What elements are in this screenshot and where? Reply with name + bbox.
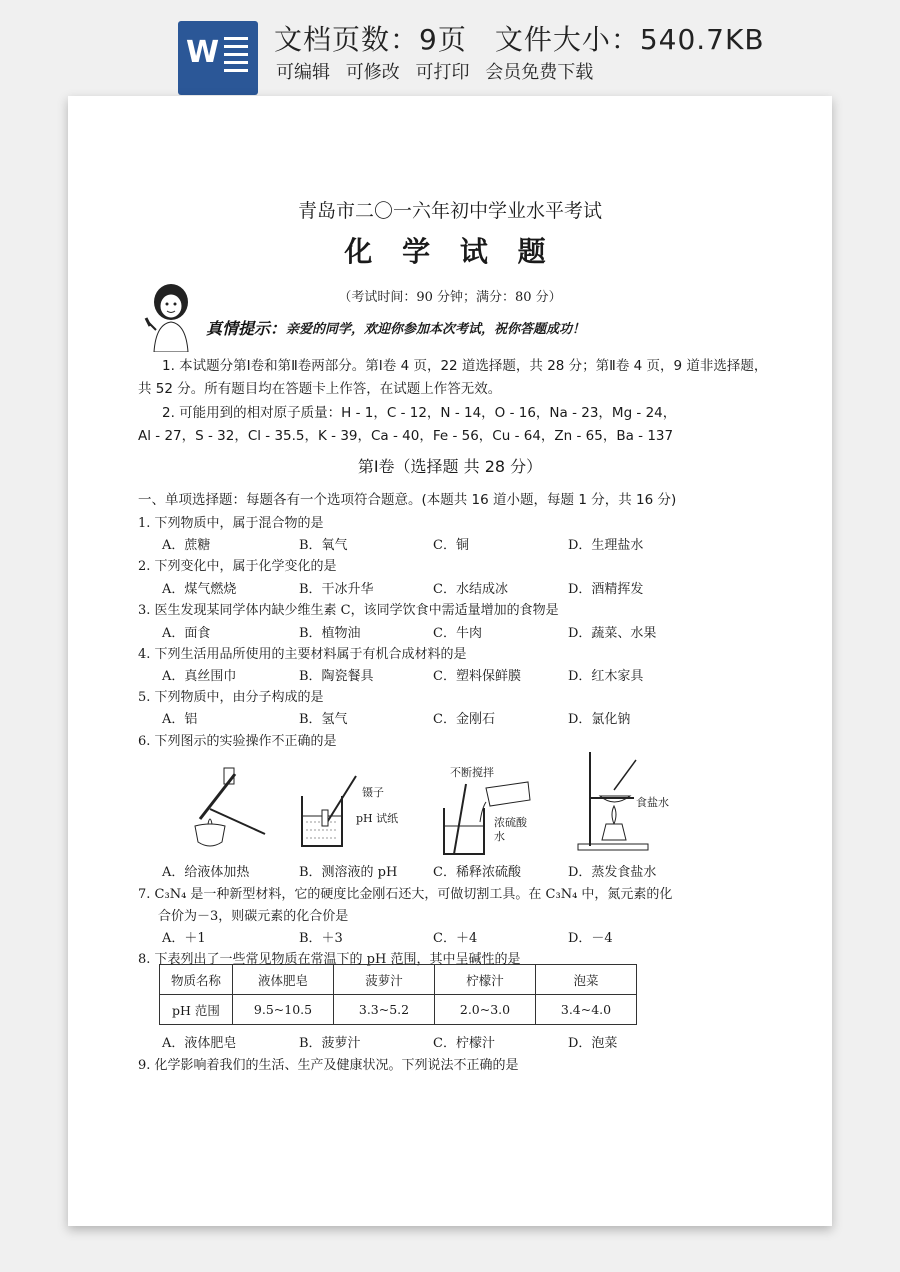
q1-option-a: A．蔗糖 — [162, 538, 211, 553]
table-row — [160, 995, 637, 1025]
q4-option-c: C．塑料保鲜膜 — [433, 669, 521, 684]
q5-option-a: A．铝 — [162, 712, 198, 727]
q3-option-d: D．蔬菜、水果 — [568, 626, 657, 641]
q2-option-d: D．酒精挥发 — [568, 582, 644, 597]
q8-option-a: A．液体肥皂 — [162, 1036, 237, 1051]
q5-option-c: C．金刚石 — [433, 712, 495, 727]
table-header-cell: 物质名称 — [160, 965, 233, 995]
download-banner — [0, 0, 900, 96]
q5-option-d: D．氯化钠 — [568, 712, 631, 727]
figure-heating-liquid — [180, 764, 280, 854]
feature-editable: 可编辑 — [276, 62, 330, 83]
q8-option-b: B．菠萝汁 — [299, 1036, 361, 1051]
q4-option-b: B．陶瓷餐具 — [299, 669, 374, 684]
q2-option-c: C．水结成冰 — [433, 582, 508, 597]
reminder-text: 亲爱的同学，欢迎你参加本次考试，祝你答题成功！ — [286, 322, 586, 337]
table-header-cell: 菠萝汁 — [334, 965, 435, 995]
exam-title: 青岛市二〇一六年初中学业水平考试 — [297, 200, 602, 222]
exam-info: （考试时间：90 分钟；满分：80 分） — [338, 290, 562, 305]
question-6: 6. 下列图示的实验操作不正确的是 — [138, 734, 337, 749]
label-tweezers: 镊子 — [362, 786, 384, 799]
q7-option-a: A．＋1 — [162, 931, 206, 946]
q6-option-a: A．给液体加热 — [162, 865, 250, 880]
note-1-line-1: 1. 本试题分第Ⅰ卷和第Ⅱ卷两部分。第Ⅰ卷 4 页，22 道选择题，共 28 分；第Ⅱ卷 4 页，9 道非选择题， — [162, 358, 768, 374]
q6-option-b: B．测溶液的 pH — [299, 865, 398, 880]
q1-option-c: C．铜 — [433, 538, 469, 553]
table-cell: 9.5~10.5 — [233, 995, 334, 1025]
table-row — [160, 965, 637, 995]
q2-option-b: B．干冰升华 — [299, 582, 374, 597]
feature-printable: 可打印 — [415, 62, 470, 83]
banner-features — [276, 58, 603, 84]
question-3: 3. 医生发现某同学体内缺少维生素 C，该同学饮食中需适量增加的食物是 — [138, 603, 559, 618]
label-ph-paper: pH 试纸 — [356, 812, 399, 825]
question-2: 2. 下列变化中，属于化学变化的是 — [138, 559, 337, 574]
label-salt-water: 食盐水 — [636, 796, 669, 809]
table-header-cell: 柠檬汁 — [435, 965, 536, 995]
note-2-line-2: Al - 27，S - 32，Cl - 35.5，K - 39，Ca - 40，Fe - 56，Cu - 64，Zn - 65，Ba - 137 — [138, 428, 674, 444]
part-title: 一、单项选择题：每题各有一个选项符合题意。(本题共 16 道小题，每题 1 分，共 16 分) — [138, 492, 677, 508]
table-header-cell: 液体肥皂 — [233, 965, 334, 995]
q8-option-c: C．柠檬汁 — [433, 1036, 495, 1051]
q8-option-d: D．泡菜 — [568, 1036, 618, 1051]
ph-range-table — [159, 964, 637, 1025]
subject-title: 化 学 试 题 — [344, 235, 556, 268]
label-sulfuric-acid: 浓硫酸 — [494, 816, 527, 829]
question-5: 5. 下列物质中，由分子构成的是 — [138, 690, 324, 705]
label-stirring: 不断搅拌 — [450, 766, 494, 779]
file-size: 文件大小：540.7KB — [494, 23, 765, 56]
table-cell: pH 范围 — [160, 995, 233, 1025]
question-7-line-2: 合价为－3，则碳元素的化合价是 — [158, 909, 349, 924]
table-cell: 3.4~4.0 — [536, 995, 637, 1025]
banner-file-info — [274, 18, 793, 58]
q7-option-c: C．＋4 — [433, 931, 478, 946]
reminder-label: 真情提示： — [206, 319, 287, 338]
question-7: 7. C₃N₄ 是一种新型材料，它的硬度比金刚石还大，可做切割工具。在 C₃N₄ 中，氮元素的化 — [138, 887, 673, 902]
table-cell: 3.3~5.2 — [334, 995, 435, 1025]
exam-page — [68, 96, 832, 1226]
student-illustration-icon — [140, 282, 202, 352]
word-document-icon: W — [178, 21, 258, 95]
question-8: 8. 下表列出了一些常见物质在常温下的 pH 范围，其中呈碱性的是 — [138, 952, 521, 967]
q3-option-c: C．牛肉 — [433, 626, 482, 641]
q6-option-d: D．蒸发食盐水 — [568, 865, 657, 880]
q1-option-d: D．生理盐水 — [568, 538, 644, 553]
note-2-line-1: 2. 可能用到的相对原子质量：H - 1，C - 12，N - 14，O - 16，Na - 23，Mg - 24， — [162, 405, 677, 421]
question-1: 1. 下列物质中，属于混合物的是 — [138, 516, 324, 531]
page-count: 文档页数：9页 — [274, 23, 467, 56]
feature-modifiable: 可修改 — [345, 62, 400, 83]
q1-option-b: B．氧气 — [299, 538, 348, 553]
note-1-line-2: 共 52 分。所有题目均在答题卡上作答，在试题上作答无效。 — [138, 381, 502, 397]
q5-option-b: B．氢气 — [299, 712, 348, 727]
q3-option-a: A．面食 — [162, 626, 211, 641]
q3-option-b: B．植物油 — [299, 626, 361, 641]
section-title: 第Ⅰ卷（选择题 共 28 分） — [357, 457, 543, 476]
table-cell: 2.0~3.0 — [435, 995, 536, 1025]
q4-option-d: D．红木家具 — [568, 669, 644, 684]
q7-option-d: D．－4 — [568, 931, 613, 946]
q7-option-b: B．＋3 — [299, 931, 343, 946]
q6-option-c: C．稀释浓硫酸 — [433, 865, 521, 880]
question-4: 4. 下列生活用品所使用的主要材料属于有机合成材料的是 — [138, 647, 467, 662]
q2-option-a: A．煤气燃烧 — [162, 582, 237, 597]
figure-ph-test — [296, 766, 366, 850]
feature-member-download[interactable]: 会员免费下载 — [485, 62, 594, 83]
q4-option-a: A．真丝围巾 — [162, 669, 237, 684]
question-9: 9. 化学影响着我们的生活、生产及健康状况。下列说法不正确的是 — [138, 1058, 519, 1073]
table-header-cell: 泡菜 — [536, 965, 637, 995]
label-water: 水 — [494, 830, 505, 843]
